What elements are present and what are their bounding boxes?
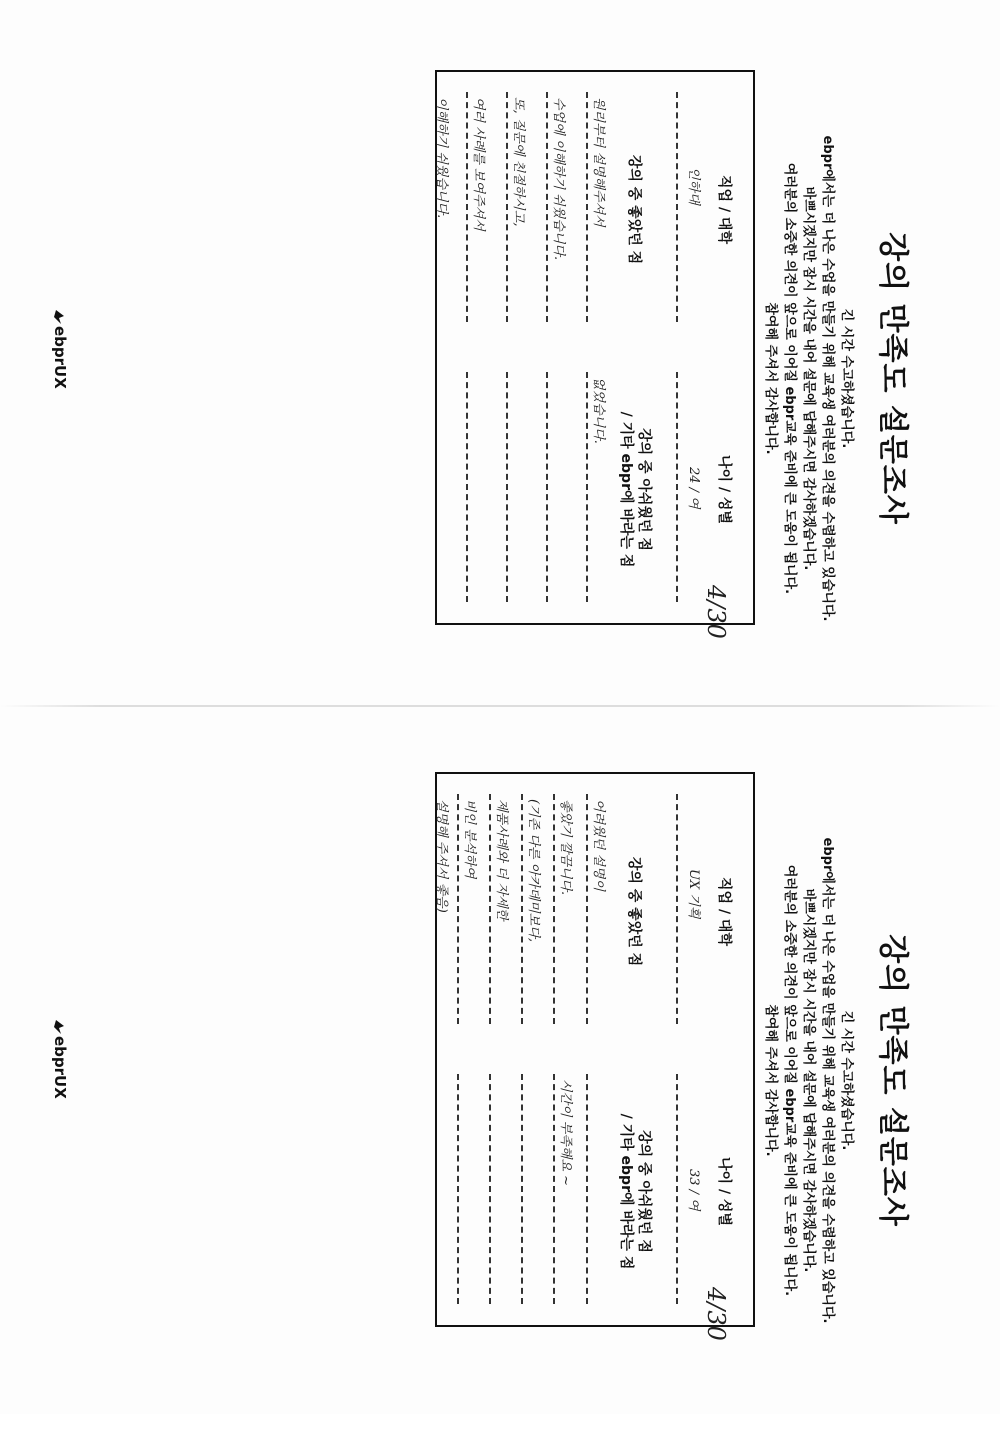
date-note: 4/30 (702, 1287, 730, 1341)
intro-line: 바쁘시겠지만 잠시 시간을 내어 설문에 답해주시면 감사하겠습니다. (801, 888, 816, 1273)
job-answer: 인하대 (686, 167, 701, 205)
good-answer-line: 여러 사례를 보여주셔서 (471, 97, 486, 231)
answer-line (521, 1074, 523, 1304)
age-header: 나이 / 성별 (716, 455, 732, 524)
bad-header-line: / 기타 ebpr에 바라는 점 (618, 1113, 634, 1270)
answer-line (676, 1074, 678, 1304)
age-header: 나이 / 성별 (716, 1157, 732, 1226)
good-answer-line: 수업에 이해하기 쉬웠습니다. (551, 97, 566, 261)
good-answer-line: 비인 분석하여 (462, 799, 477, 879)
intro-line: 참여해 주셔서 감사합니다. (763, 302, 778, 455)
answer-line (506, 92, 508, 322)
age-answer: 33 / 여 (686, 1169, 701, 1211)
answer-line (586, 92, 588, 322)
intro-line: 여러분의 소중한 의견이 앞으로 이어질 ebpr교육 준비에 큰 도움이 됩니다. (782, 864, 797, 1297)
survey-form-2 (430, 727, 930, 1434)
answer-line (457, 1074, 459, 1304)
survey-title: 강의 만족도 설문조사 (875, 232, 910, 525)
answer-line (553, 1074, 555, 1304)
job-header: 직업 / 대학 (716, 877, 732, 946)
intro-line: ebpr에서는 더 나은 수업을 만들기 위해 교육생 여러분의 의견을 수렴하고 있습니다. (820, 837, 835, 1324)
logo-text: ebprUX (51, 1036, 69, 1099)
bad-header-line: / 기타 ebpr에 바라는 점 (618, 411, 634, 568)
good-answer-line: 원리부터 설명해주셔서 (591, 97, 606, 227)
survey-title: 강의 만족도 설문조사 (875, 934, 910, 1227)
good-answer-line: 설명해 주셔서 좋음) (434, 799, 449, 913)
answer-card (435, 70, 755, 625)
good-answer-line: 이해하기 쉬웠습니다. (434, 97, 449, 219)
answer-line (586, 1074, 588, 1304)
answer-line (546, 372, 548, 602)
logo (51, 1020, 70, 1099)
logo (51, 310, 70, 389)
bad-header (617, 352, 653, 627)
good-answer-line: 제품사례와 더 자세한 (494, 799, 509, 921)
answer-line (586, 794, 588, 1024)
answer-line (506, 372, 508, 602)
good-answer-line: 또, 질문에 친절하시고, (511, 97, 526, 227)
good-header: 강의 중 좋았던 점 (626, 856, 642, 967)
good-answer-line: 어려웠던 설명이 (591, 799, 606, 892)
answer-line (676, 92, 678, 322)
answer-line (553, 794, 555, 1024)
bird-icon (55, 1020, 65, 1034)
bad-header-line: 강의 중 아쉬웠던 점 (636, 428, 652, 551)
answer-line (676, 794, 678, 1024)
good-answer-line: 좋았기 깔끔니다. (558, 799, 573, 896)
intro-line: 참여해 주셔서 감사합니다. (763, 1004, 778, 1157)
answer-line (676, 372, 678, 602)
answer-line (586, 372, 588, 602)
bird-icon (55, 310, 65, 324)
intro-line: 바쁘시겠지만 잠시 시간을 내어 설문에 답해주시면 감사하겠습니다. (801, 186, 816, 571)
good-header: 강의 중 좋았던 점 (626, 154, 642, 265)
intro-line: 여러분의 소중한 의견이 앞으로 이어질 ebpr교육 준비에 큰 도움이 됩니다. (782, 162, 797, 595)
intro-line: 긴 시간 수고하셨습니다. (839, 1010, 854, 1151)
date-note: 4/30 (702, 585, 730, 639)
answer-line (489, 1074, 491, 1304)
age-answer: 24 / 여 (686, 467, 701, 509)
answer-line (457, 794, 459, 1024)
logo-text: ebprUX (51, 326, 69, 389)
answer-line (521, 794, 523, 1024)
answer-card (435, 772, 755, 1327)
bad-header (617, 1054, 653, 1329)
answer-line (489, 794, 491, 1024)
answer-line (546, 92, 548, 322)
bad-answer-line: 시간이 부족해요 ~ (558, 1079, 573, 1187)
survey-form-1 (430, 25, 930, 732)
good-answer-line: (기존 다른 아카데미보다, (526, 799, 541, 943)
intro-line: ebpr에서는 더 나은 수업을 만들기 위해 교육생 여러분의 의견을 수렴하고 있습니다. (820, 135, 835, 622)
answer-line (466, 92, 468, 322)
survey-intro (761, 727, 856, 1434)
bad-answer-line: 없었습니다. (591, 377, 606, 444)
answer-line (466, 372, 468, 602)
bad-header-line: 강의 중 아쉬웠던 점 (636, 1130, 652, 1253)
intro-line: 긴 시간 수고하셨습니다. (839, 308, 854, 449)
job-answer: UX 기획 (686, 869, 701, 919)
survey-intro (761, 25, 856, 732)
job-header: 직업 / 대학 (716, 175, 732, 244)
